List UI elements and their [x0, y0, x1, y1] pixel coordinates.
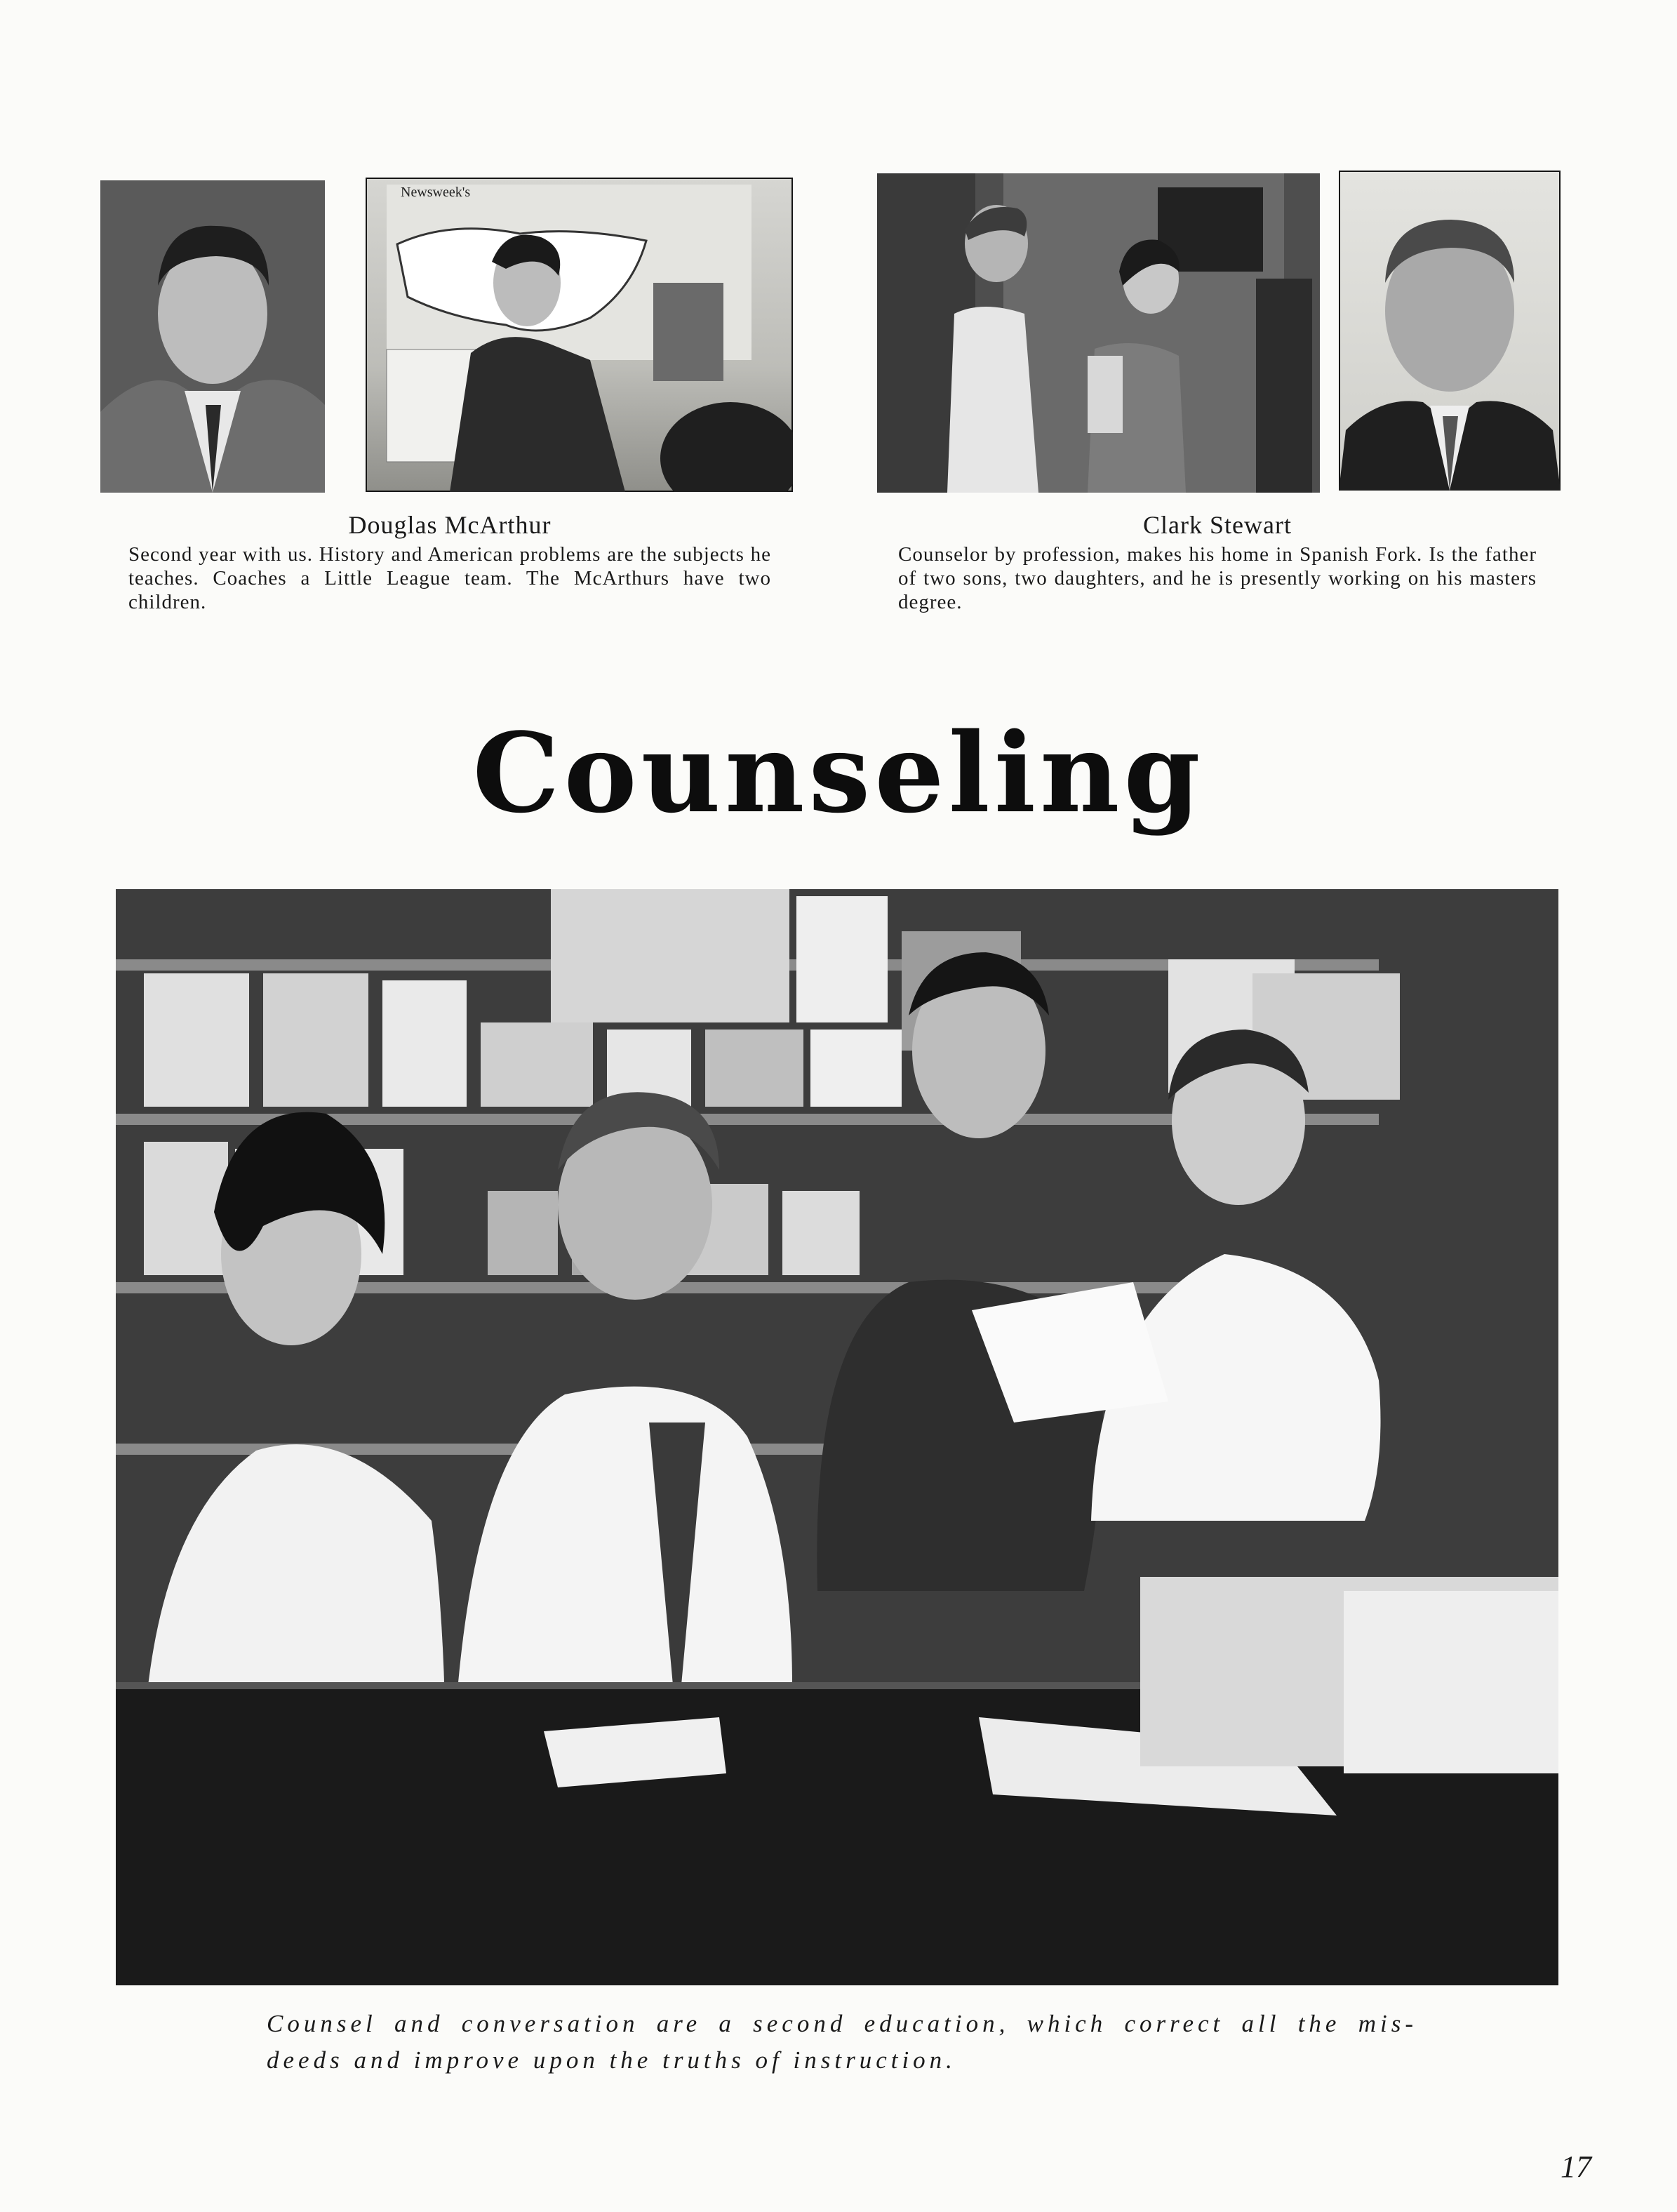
- teacher-name: Clark Stewart: [1143, 511, 1292, 539]
- portrait-clark-stewart: [1339, 171, 1561, 491]
- photo-mcarthur-at-map: [366, 178, 793, 492]
- teacher-bio: Second year with us. History and American problems are the subjects he teaches. Coaches a Little League team. The McArthurs have two children.: [128, 543, 771, 613]
- caption-douglas-mcarthur: [128, 513, 771, 614]
- teacher-bio: Counselor by profession, makes his home in Spanish Fork. Is the father of two sons, two daughters, and he is presently working on his masters degree.: [898, 543, 1537, 613]
- caption-line-1: Counsel and conversation are a second education, which correct all the mis-: [267, 2010, 1417, 2037]
- section-title: Counseling: [472, 709, 1205, 837]
- caption-line-2: deeds and improve upon the truths of instruction.: [267, 2046, 956, 2074]
- page-number: 17: [1561, 2150, 1591, 2184]
- photo-counseling-office: [116, 889, 1558, 1985]
- portrait-douglas-mcarthur: [100, 180, 325, 493]
- caption-clark-stewart: [898, 513, 1537, 614]
- main-photo-caption: [267, 2006, 1417, 2079]
- photo-stewart-in-hallway: [877, 173, 1320, 493]
- poster-newsweek-label: Newsweek's: [401, 185, 471, 200]
- teacher-name: Douglas McArthur: [348, 511, 552, 539]
